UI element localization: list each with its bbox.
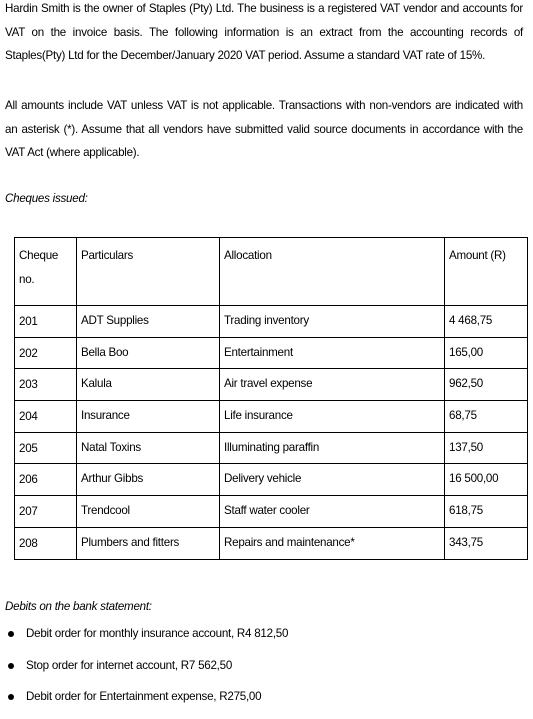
- cheque-amount: 618,75: [445, 496, 528, 528]
- cheque-amount: 68,75: [445, 401, 528, 433]
- column-header-allocation: Allocation: [220, 238, 445, 306]
- cheque-amount: 4 468,75: [445, 306, 528, 338]
- cheque-number: 207: [15, 496, 77, 528]
- cheque-number: 201: [15, 306, 77, 338]
- cheques-heading: Cheques issued:: [5, 192, 88, 205]
- debit-item-text: Stop order for internet account, R7 562,50: [26, 658, 233, 672]
- cheque-amount: 16 500,00: [445, 464, 528, 496]
- intro-paragraph-2: All amounts include VAT unless VAT is not applicable. Transactions with non-vendors are indicated with an asterisk (*). Assume that all vendors have submitted valid source documents in accordance with the VAT Act (where applicable).: [5, 99, 523, 159]
- cheque-number: 208: [15, 527, 77, 559]
- table-row: [15, 401, 528, 433]
- debits-heading: Debits on the bank statement:: [5, 600, 152, 613]
- debit-item-text: Debit order for Entertainment expense, R275,00: [26, 690, 262, 703]
- bullet-icon: [8, 663, 14, 669]
- table-row: [15, 432, 528, 464]
- cheques-table: [14, 237, 528, 560]
- column-header-amount: Amount (R): [445, 238, 528, 306]
- cheque-particulars: ADT Supplies: [77, 306, 220, 338]
- cheque-number: 206: [15, 464, 77, 496]
- table-row: [15, 306, 528, 338]
- table-row: [15, 496, 528, 528]
- intro-paragraph-1: Hardin Smith is the owner of Staples (Pty) Ltd. The business is a registered VAT vendor and accounts for VAT on the invoice basis. The following information is an extract from the accounting records of Staples(Pty) Ltd for the December/January 2020 VAT period. Assume a standard VAT rate of 15%.: [5, 2, 523, 62]
- debit-item-text: Debit order for monthly insurance account, R4 812,50: [26, 627, 289, 640]
- column-header-particulars: Particulars: [77, 238, 220, 306]
- list-item: [5, 656, 288, 688]
- cheque-particulars: Insurance: [77, 401, 220, 433]
- bullet-icon: [8, 694, 14, 700]
- cheque-allocation: Staff water cooler: [220, 496, 445, 528]
- cheque-allocation: Air travel expense: [220, 369, 445, 401]
- cheque-amount: 343,75: [445, 527, 528, 559]
- column-header-cheque-no: Cheque no.: [15, 238, 77, 306]
- cheque-particulars: Trendcool: [77, 496, 220, 528]
- table-row: [15, 527, 528, 559]
- debits-list: [5, 624, 288, 719]
- cheque-allocation: Entertainment: [220, 337, 445, 369]
- cheque-number: 203: [15, 369, 77, 401]
- cheque-amount: 137,50: [445, 432, 528, 464]
- cheque-allocation: Life insurance: [220, 401, 445, 433]
- cheque-allocation: Illuminating paraffin: [220, 432, 445, 464]
- cheque-number: 202: [15, 337, 77, 369]
- cheque-allocation: Trading inventory: [220, 306, 445, 338]
- cheque-amount: 165,00: [445, 337, 528, 369]
- list-item: [5, 687, 288, 719]
- cheque-number: 205: [15, 432, 77, 464]
- cheque-particulars: Plumbers and fitters: [77, 527, 220, 559]
- table-row: [15, 464, 528, 496]
- cheque-allocation: Delivery vehicle: [220, 464, 445, 496]
- cheque-particulars: Natal Toxins: [77, 432, 220, 464]
- cheque-number: 204: [15, 401, 77, 433]
- cheque-allocation: Repairs and maintenance*: [220, 527, 445, 559]
- cheque-particulars: Arthur Gibbs: [77, 464, 220, 496]
- cheque-particulars: Kalula: [77, 369, 220, 401]
- bullet-icon: [8, 631, 14, 637]
- cheque-particulars: Bella Boo: [77, 337, 220, 369]
- table-header-row: [15, 238, 528, 306]
- table-row: [15, 369, 528, 401]
- list-item: [5, 624, 288, 656]
- cheque-amount: 962,50: [445, 369, 528, 401]
- table-row: [15, 337, 528, 369]
